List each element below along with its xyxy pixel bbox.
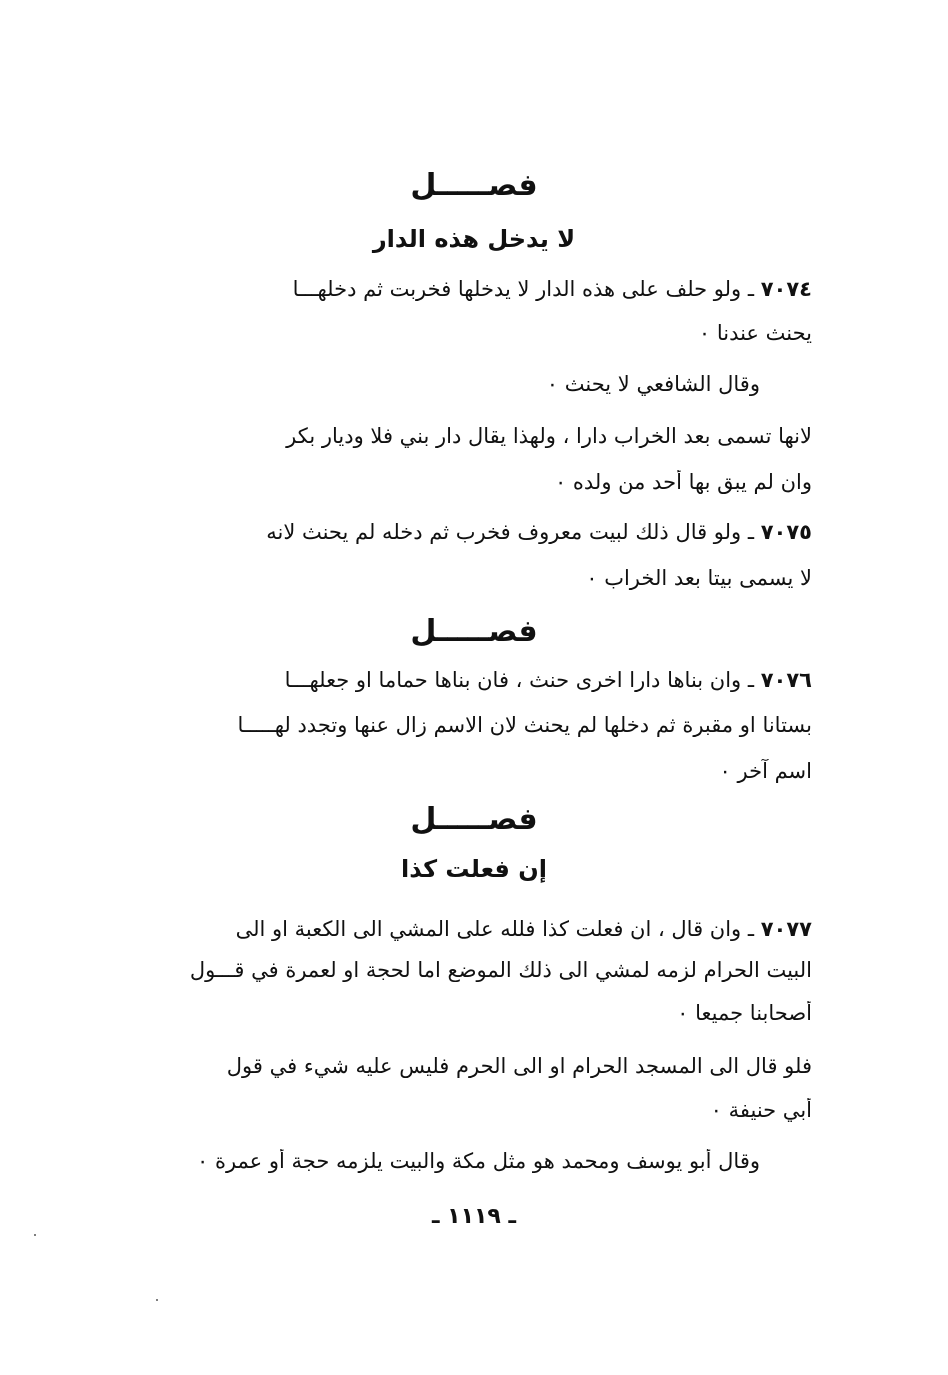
scan-speck <box>156 1299 158 1301</box>
paragraph-7075-line-2: لا يسمى بيتا بعد الخراب ٠ <box>586 566 812 590</box>
page-number: ـ ١١١٩ ـ <box>431 1204 517 1229</box>
paragraph-because-line-2: وان لم يبق بها أحد من ولده ٠ <box>554 470 812 494</box>
paragraph-number-7076: ٧٠٧٦ <box>760 668 812 692</box>
paragraph-number-7074: ٧٠٧٤ <box>760 277 812 301</box>
paragraph-7076-line-1 <box>162 668 812 692</box>
paragraph-7076-text-1: ـ وان بناها دارا اخرى حنث ، فان بناها حماما او جعلهـــا <box>284 668 755 692</box>
paragraph-7076-line-2: بستانا او مقبرة ثم دخلها لم يحنث لان الاسم زال عنها وتجدد لهـــــا <box>237 713 812 737</box>
paragraph-7075-text-1: ـ ولو قال ذلك لبيت معروف فخرب ثم دخله لم يحنث لانه <box>266 520 755 544</box>
paragraph-7077-line-3: أصحابنا جميعا ٠ <box>677 1001 812 1025</box>
section-subheading-1: لا يدخل هذه الدار <box>372 225 576 253</box>
paragraph-7077-line-2: البيت الحرام لزمه لمشي الى ذلك الموضع اما لحجة او لعمرة في قـــول <box>189 958 812 982</box>
section-subheading-3: إن فعلت كذا <box>401 855 547 883</box>
paragraph-abuyusuf-line-1: وقال أبو يوسف ومحمد هو مثل مكة والبيت يلزمه حجة أو عمرة ٠ <box>197 1149 760 1173</box>
section-heading-2: فصـــــل <box>410 614 538 649</box>
paragraph-7076-line-3: اسم آخر ٠ <box>719 759 812 783</box>
paragraph-7074-line-2: يحنث عندنا ٠ <box>698 321 812 345</box>
paragraph-because-line-1: لانها تسمى بعد الخراب دارا ، ولهذا يقال دار بني فلا وديار بكر <box>286 424 812 448</box>
paragraph-7077-text-1: ـ وان قال ، ان فعلت كذا فلله على المشي الى الكعبة او الى <box>235 917 755 941</box>
paragraph-7075-line-1 <box>162 520 812 544</box>
paragraph-7074-text-1: ـ ولو حلف على هذه الدار لا يدخلها فخربت ثم دخلهـــا <box>292 277 755 301</box>
paragraph-number-7077: ٧٠٧٧ <box>760 917 812 941</box>
paragraph-number-7075: ٧٠٧٥ <box>760 520 812 544</box>
paragraph-masjid-line-1: فلو قال الى المسجد الحرام او الى الحرم فليس عليه شيء في قول <box>226 1054 812 1078</box>
paragraph-shafii-line-1: وقال الشافعي لا يحنث ٠ <box>546 372 760 396</box>
paragraph-7074-line-1 <box>162 277 812 301</box>
paragraph-7077-line-1 <box>162 917 812 941</box>
section-heading-3: فصـــــل <box>410 802 538 837</box>
scan-speck <box>34 1234 36 1236</box>
section-heading-1: فصـــــل <box>410 168 538 203</box>
paragraph-masjid-line-2: أبي حنيفة ٠ <box>710 1098 812 1122</box>
